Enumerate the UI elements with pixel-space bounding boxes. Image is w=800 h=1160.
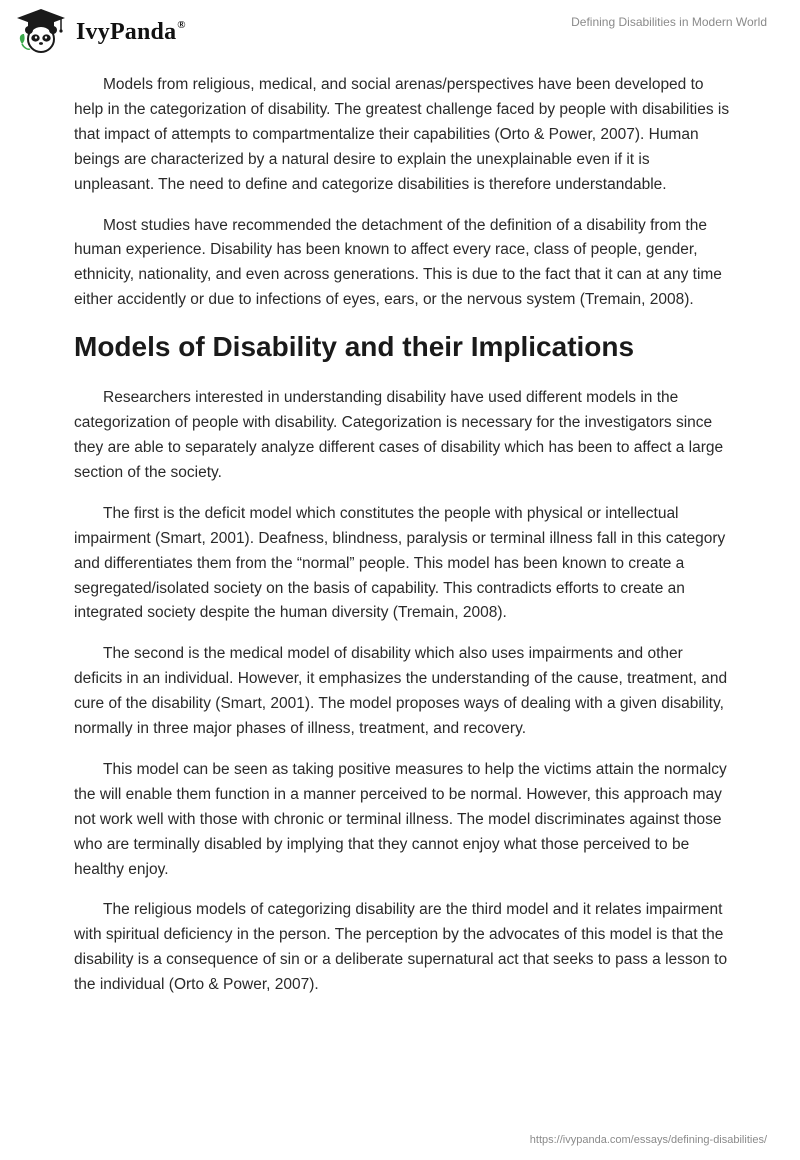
paragraph: This model can be seen as taking positive measures to help the victims attain the normalcy the will enable them function in a manner perceived to be normal. However, this approach may not work well with those with chronic or terminal illness. The model discriminates against those who are terminally disabled by implying that they cannot enjoy what those perceived to be healthy enjoy. xyxy=(74,760,727,878)
registered-mark: ® xyxy=(177,18,186,31)
paragraph: Most studies have recommended the detachment of the definition of a disability from the human experience. Disability has been known to affect every race, class of people, gender, ethnicity, nationality, and even across generations. This is due to the fact that it can at any time either accidently or due to infections of eyes, ears, or the nervous system (Tremain, 2008). xyxy=(74,216,722,309)
page-header xyxy=(0,0,800,60)
document-title: Defining Disabilities in Modern World xyxy=(571,15,767,29)
section-heading: Models of Disability and their Implications xyxy=(74,331,635,363)
source-url[interactable]: https://ivypanda.com/essays/defining-disabilities/ xyxy=(529,1134,767,1146)
logo[interactable] xyxy=(14,8,186,54)
paragraph: Models from religious, medical, and social arenas/perspectives have been developed to help in the categorization of disability. The greatest challenge faced by people with disabilities is that impact of attempts to compartmentalize their capabilities (Orto & Power, 2007). Human beings are characterized by a natural desire to explain the unexplainable even if it is unpleasant. The need to define and categorize disabilities is therefore understandable. xyxy=(74,76,730,193)
essay-body xyxy=(74,73,730,1014)
panda-logo-icon xyxy=(14,8,68,54)
paragraph: The religious models of categorizing disability are the third model and it relates impairment with spiritual deficiency in the person. The perception by the advocates of this model is that the disability is a consequence of sin or a deliberate supernatural act that seeks to pass a lesson to the individual (Orto & Power, 2007). xyxy=(74,901,728,994)
paragraph: The first is the deficit model which constitutes the people with physical or intellectual impairment (Smart, 2001). Deafness, blindness, paralysis or terminal illness fall in this category and differentiates them from the “normal” people. This model has been known to create a segregated/isolated society on the basis of capability. This contradicts efforts to create an integrated society despite the human diversity (Tremain, 2008). xyxy=(74,504,726,622)
paragraph: The second is the medical model of disability which also uses impairments and other deficits in an individual. However, it emphasizes the understanding of the cause, treatment, and cure of the disability (Smart, 2001). The model proposes ways of dealing with a given disability, normally in three major phases of illness, treatment, and recovery. xyxy=(74,645,728,738)
brand-name: IvyPanda® xyxy=(76,18,186,45)
paragraph: Researchers interested in understanding disability have used different models in the categorization of people with disability. Categorization is necessary for the investigators since they are able to separately analyze different cases of disability which has been to affect a large section of the society. xyxy=(74,389,724,481)
